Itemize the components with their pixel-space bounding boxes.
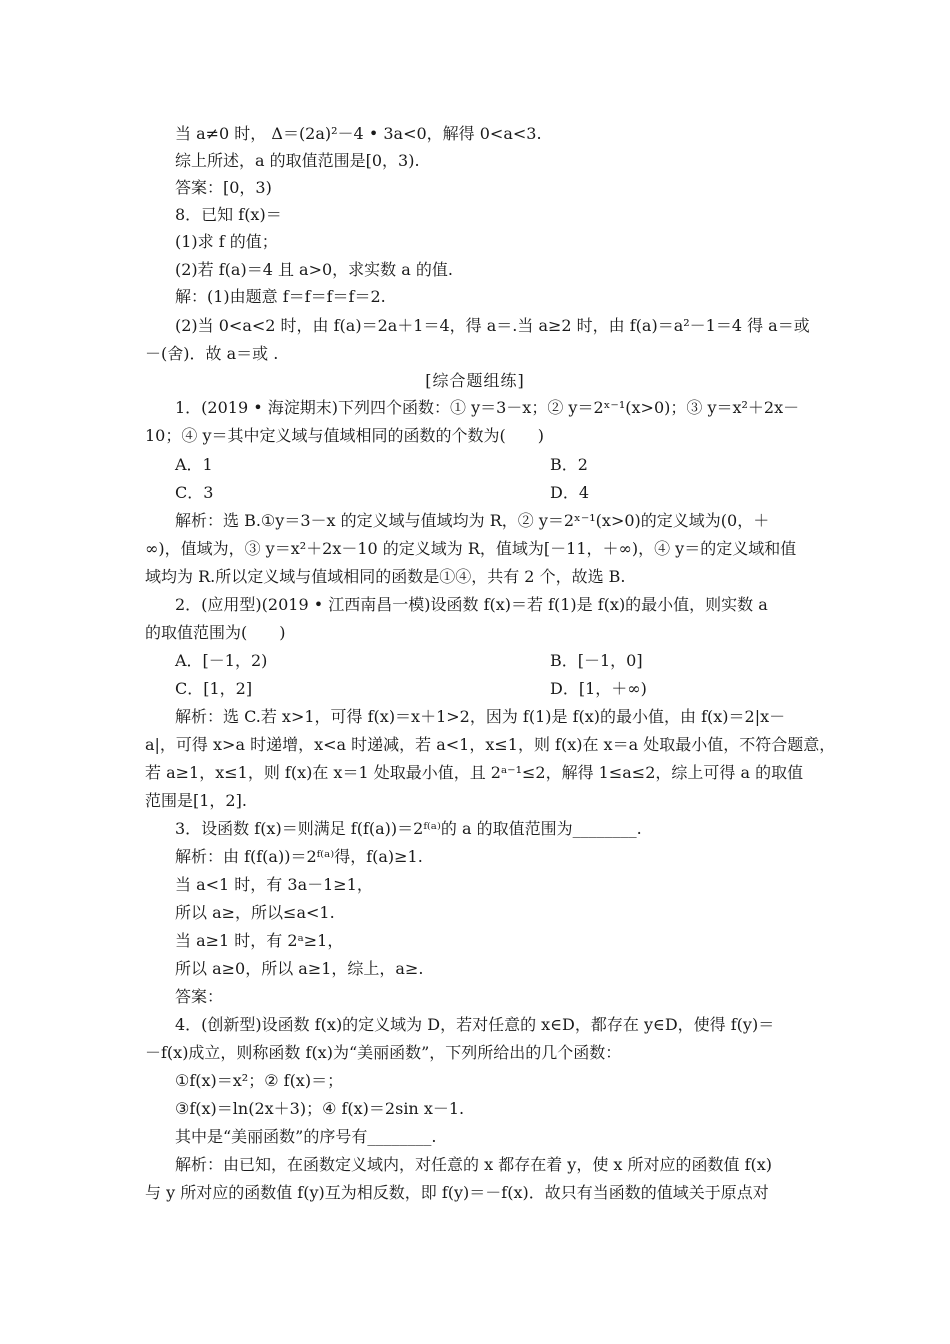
question-1-title: 1．(2019 • 海淀期末)下列四个函数：① y＝3－x；② y＝2ˣ⁻¹(x>0)；③ y＝x²＋2x－ (175, 398, 800, 417)
text-line: 解析：由已知，在函数定义域内，对任意的 x 都存在着 y，使 x 所对应的函数值 f(x) (175, 1155, 773, 1174)
text-line: 解析：选 C.若 x>1，可得 f(x)＝x＋1>2，因为 f(1)是 f(x)的最小值，由 f(x)＝2|x－ (175, 707, 786, 726)
text-line: 所以 a≥0，所以 a≥1，综上，a≥. (175, 959, 424, 978)
text-line: 解析：由 f(f(a))＝2ᶠ⁽ᵃ⁾得，f(a)≥1. (175, 847, 423, 866)
question-2-title: 2．(应用型)(2019 • 江西南昌一模)设函数 f(x)＝若 f(1)是 f(x)的最小值，则实数 a (175, 595, 768, 614)
text-line: 所以 a≥，所以≤a<1. (175, 903, 335, 922)
question-4-title: 4．(创新型)设函数 f(x)的定义域为 D，若对任意的 x∈D，都存在 y∈D，使得 f(y)＝ (175, 1015, 775, 1034)
text-line: ③f(x)＝ln(2x＋3)；④ f(x)＝2sin x－1. (175, 1099, 465, 1118)
text-line: 解：(1)由题意 f＝f＝f＝f＝2. (175, 287, 386, 306)
option-d: D．[1，＋∞) (550, 679, 647, 698)
option-c: C．[1，2] (175, 679, 253, 698)
option-a: A．[－1，2) (175, 651, 268, 670)
text-line: (1)求 f 的值； (175, 232, 278, 251)
option-a: A．1 (175, 455, 213, 474)
text-line: 解析：选 B.①y＝3－x 的定义域与值域均为 R，② y＝2ˣ⁻¹(x>0)的定义域为(0，＋ (175, 511, 770, 530)
question-8-title: 8．已知 f(x)＝ (175, 205, 282, 224)
option-b: B．2 (550, 455, 588, 474)
option-d: D．4 (550, 483, 590, 502)
text-line: 与 y 所对应的函数值 f(y)互为相反数，即 f(y)＝－f(x)．故只有当函数的值域关于原点对 (145, 1183, 769, 1202)
text-line: 答案：[0，3) (175, 178, 272, 197)
text-line: 域均为 R.所以定义域与值域相同的函数是①④，共有 2 个，故选 B. (145, 567, 626, 586)
text-line: 10；④ y＝其中定义域与值域相同的函数的个数为( ) (145, 426, 544, 445)
option-c: C．3 (175, 483, 214, 502)
text-line: a|，可得 x>a 时递增，x<a 时递减，若 a<1，x≤1，则 f(x)在 x＝a 处取最小值，不符合题意， (145, 735, 836, 754)
text-line: (2)若 f(a)＝4 且 a>0，求实数 a 的值. (175, 260, 453, 279)
text-line: 当 a<1 时，有 3a－1≥1， (175, 875, 373, 894)
text-line: －f(x)成立，则称函数 f(x)为“美丽函数”，下列所给出的几个函数： (145, 1043, 622, 1062)
text-line: 当 a≥1 时，有 2ᵃ≥1， (175, 931, 344, 950)
text-line: 范围是[1，2]. (145, 791, 247, 810)
text-line: 的取值范围为( ) (145, 623, 286, 642)
text-line: －(舍)．故 a＝或 . (145, 344, 279, 363)
text-line: ∞)，值域为，③ y＝x²＋2x－10 的定义域为 R，值域为[－11，＋∞)，④ y＝的定义域和值 (145, 539, 797, 558)
text-line: 若 a≥1，x≤1，则 f(x)在 x＝1 处取最小值，且 2ᵃ⁻¹≤2，解得 1≤a≤2，综上可得 a 的取值 (145, 763, 804, 782)
text-line: 答案： (175, 987, 224, 1006)
text-line: ①f(x)＝x²；② f(x)＝； (175, 1071, 344, 1090)
question-3-title: 3．设函数 f(x)＝则满足 f(f(a))＝2ᶠ⁽ᵃ⁾的 a 的取值范围为________. (175, 819, 642, 838)
text-line: (2)当 0<a<2 时，由 f(a)＝2a＋1＝4，得 a＝.当 a≥2 时，由 f(a)＝a²－1＝4 得 a＝或 (175, 316, 810, 335)
text-line: 当 a≠0 时， Δ＝(2a)²－4 • 3a<0，解得 0<a<3. (175, 124, 542, 143)
text-line: 综上所述，a 的取值范围是[0，3). (175, 151, 420, 170)
option-b: B．[－1，0] (550, 651, 643, 670)
text-line: 其中是“美丽函数”的序号有________. (175, 1127, 437, 1146)
section-heading: [综合题组练] (425, 371, 525, 390)
